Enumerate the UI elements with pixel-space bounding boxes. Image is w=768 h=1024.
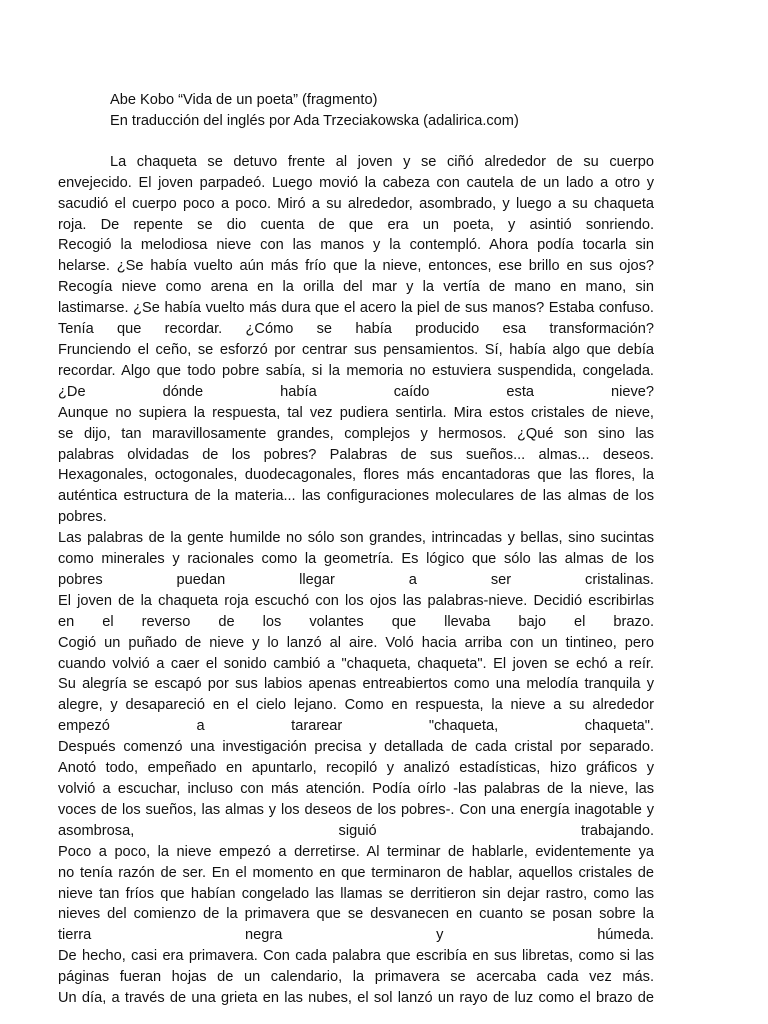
- text-line: Hexagonales, octogonales, duodecagonales, flores más encantadoras que las flores, la: [58, 467, 654, 484]
- text-line: empezó a tararear "chaqueta, chaqueta".: [58, 718, 654, 735]
- text-line: Las palabras de la gente humilde no sólo son grandes, intrincadas y bellas, sino sucintas: [58, 530, 654, 547]
- text-line: páginas fueran hojas de un calendario, la primavera se acercaba cada vez más.: [58, 969, 654, 986]
- text-line: Anotó todo, empeñado en apuntarlo, recopiló y analizó estadísticas, hizo gráficos y: [58, 760, 654, 777]
- text-line: De hecho, casi era primavera. Con cada palabra que escribía en sus libretas, como si las: [58, 948, 654, 965]
- text-line: nieves del comienzo de la primavera que se desvanecen en cuanto se posan sobre la: [58, 906, 654, 923]
- text-line: voces de los sueños, las almas y los deseos de los pobres-. Con una energía inagotable y: [58, 801, 654, 818]
- text-line: cuando volvió a caer el sonido cambió a "chaqueta, chaqueta". El joven se echó a reír.: [58, 655, 654, 672]
- text-line: envejecido. El joven parpadeó. Luego movió la cabeza con cautela de un lado a otro y: [58, 174, 654, 191]
- document-page: [58, 90, 654, 1009]
- text-line: lastimarse. ¿Se había vuelto más dura que el acero la piel de sus manos? Estaba confuso.: [58, 300, 654, 317]
- text-line: ¿De dónde había caído esta nieve?: [58, 383, 654, 400]
- text-line: roja. De repente se dio cuenta de que era un poeta, y asintió sonriendo.: [58, 216, 654, 233]
- body-text: [58, 152, 654, 1009]
- text-line: recordar. Algo que todo pobre sabía, si la memoria no estuviera suspendida, congelada.: [58, 362, 654, 379]
- text-line: pobres puedan llegar a ser cristalinas.: [58, 571, 654, 588]
- document-header: [58, 90, 654, 132]
- text-line: Aunque no supiera la respuesta, tal vez pudiera sentirla. Mira estos cristales de nieve,: [58, 404, 654, 421]
- text-line: auténtica estructura de la materia... las configuraciones moleculares de las almas de los: [58, 488, 654, 505]
- text-line: nieve tan fríos que habían congelado las llamas se derritieron sin dejar rastro, como las: [58, 885, 654, 902]
- text-line: tierra negra y húmeda.: [58, 927, 654, 944]
- text-line: alegre, y desapareció en el cielo lejano. Como en respuesta, la nieve a su alrededor: [58, 697, 654, 714]
- text-line: sacudió el cuerpo poco a poco. Miró a su alrededor, asombrado, y luego a su chaqueta: [58, 195, 654, 212]
- text-line: El joven de la chaqueta roja escuchó con los ojos las palabras-nieve. Decidió escribirlas: [58, 592, 654, 609]
- text-line: asombrosa, siguió trabajando.: [58, 822, 654, 839]
- text-line: palabras olvidadas de los pobres? Palabras de sus sueños... almas... deseos.: [58, 446, 654, 463]
- text-line: en el reverso de los volantes que llevaba bajo el brazo.: [58, 613, 654, 630]
- text-line: Recogía nieve como arena en la orilla del mar y la vertía de mano en mano, sin: [58, 279, 654, 296]
- text-line: pobres.: [58, 509, 107, 526]
- translation-credit: En traducción del inglés por Ada Trzeciakowska (adalirica.com): [110, 112, 519, 129]
- text-line: Tenía que recordar. ¿Cómo se había producido esa transformación?: [58, 321, 654, 338]
- text-line: Un día, a través de una grieta en las nubes, el sol lanzó un rayo de luz como el brazo de: [58, 990, 654, 1007]
- text-line: Recogió la melodiosa nieve con las manos y la contempló. Ahora podía tocarla sin: [58, 237, 654, 254]
- text-line: Poco a poco, la nieve empezó a derretirse. Al terminar de hablarle, evidentemente ya: [58, 843, 654, 860]
- text-line: se dijo, tan maravillosamente grandes, complejos y hermosos. ¿Qué son sino las: [58, 425, 654, 442]
- text-line: Cogió un puñado de nieve y lo lanzó al aire. Voló hacia arriba con un tintineo, pero: [58, 634, 654, 651]
- text-line: Frunciendo el ceño, se esforzó por centrar sus pensamientos. Sí, había algo que debía: [58, 341, 654, 358]
- text-line: volvió a escuchar, incluso con más atención. Podía oírlo -las palabras de la nieve, las: [58, 781, 654, 797]
- document-title: Abe Kobo “Vida de un poeta” (fragmento): [110, 92, 378, 108]
- text-line: como minerales y racionales como la geometría. Es lógico que sólo las almas de los: [58, 551, 654, 568]
- text-line: helarse. ¿Se había vuelto aún más frío que la nieve, entonces, ese brillo en sus ojos?: [58, 258, 654, 275]
- text-line: no tenía razón de ser. En el momento en que terminaron de hablar, aquellos cristales de: [58, 864, 654, 881]
- text-line: Después comenzó una investigación precisa y detallada de cada cristal por separado.: [58, 739, 654, 756]
- text-line: Su alegría se escapó por sus labios apenas entreabiertos como una melodía tranquila y: [58, 676, 654, 693]
- text-line: La chaqueta se detuvo frente al joven y se ciñó alrededor de su cuerpo: [110, 153, 654, 170]
